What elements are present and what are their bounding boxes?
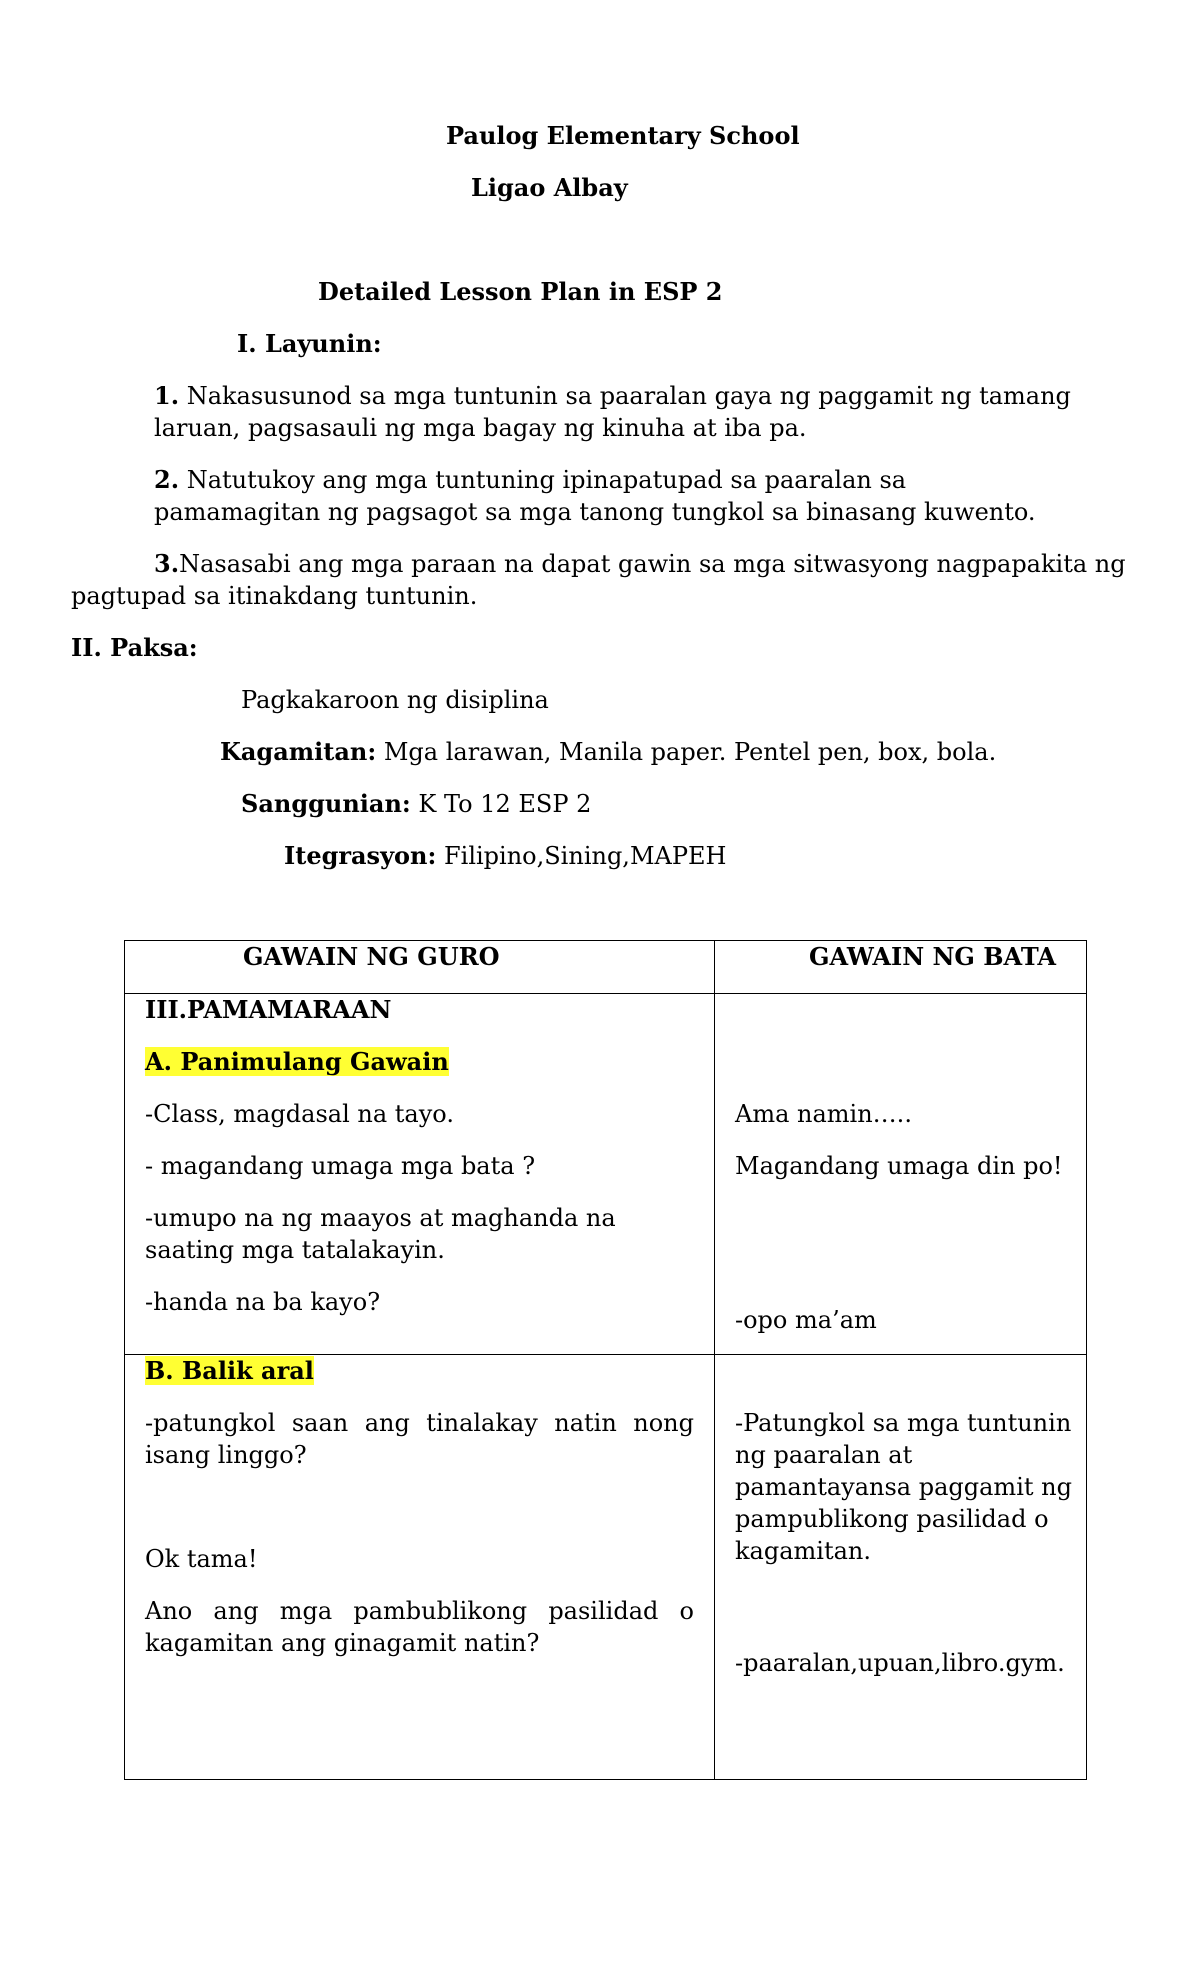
teacher-line: Ok tama! (145, 1545, 258, 1573)
teacher-line: - magandang umaga mga bata ? (145, 1152, 536, 1180)
lesson-table (124, 940, 1087, 1780)
objective-2 (154, 464, 1074, 528)
objective-1-text: Nakasusunod sa mga tuntunin sa paaralan gaya ng paggamit ng tamang laruan, pagsasauli ng mga bagay ng kinuha at iba pa. (154, 382, 1071, 442)
objective-1-number: 1. (154, 381, 180, 410)
objective-3-text-line2: pagtupad sa itinakdang tuntunin. (71, 582, 478, 610)
objective-3-text-line1: Nasasabi ang mga paraan na dapat gawin sa mga sitwasyong nagpapakita ng (179, 550, 1126, 578)
objective-2-text: Natutukoy ang mga tuntuning ipinapatupad sa paaralan sa pamamagitan ng pagsagot sa mga tanong tungkol sa binasang kuwento. (154, 466, 1036, 526)
reference-label: Sanggunian: (241, 789, 411, 818)
materials-value: Mga larawan, Manila paper. Pentel pen, box, bola. (383, 738, 997, 766)
objective-2-number: 2. (154, 465, 180, 494)
integration-label: Itegrasyon: (284, 841, 437, 870)
teacher-line: Ano ang mga pambublikong pasilidad o kagamitan ang ginagamit natin? (145, 1597, 694, 1657)
integration-row (284, 840, 726, 872)
part-b-label: B. Balik aral (145, 1356, 314, 1385)
table-row-part-a (125, 994, 1087, 1355)
objective-1 (154, 380, 1074, 444)
teacher-line: -handa na ba kayo? (145, 1288, 381, 1316)
student-line: Magandang umaga din po! (735, 1152, 1063, 1180)
teacher-cell-part-b (125, 1355, 715, 1780)
topic-heading: II. Paksa: (71, 633, 198, 662)
part-a-label: A. Panimulang Gawain (145, 1047, 449, 1076)
topic-subject: Pagkakaroon ng disiplina (241, 686, 549, 714)
integration-value: Filipino,Sining,MAPEH (443, 842, 727, 870)
teacher-line: -umupo na ng maayos at maghanda na saating mga tatalakayin. (145, 1204, 616, 1264)
column-header-student: GAWAIN NG BATA (715, 941, 1087, 994)
table-row-part-b (125, 1355, 1087, 1780)
document-title: Detailed Lesson Plan in ESP 2 (318, 277, 723, 306)
student-cell-part-b (715, 1355, 1087, 1780)
objective-3 (154, 548, 1126, 580)
student-line: Ama namin….. (735, 1100, 912, 1128)
table-header-row (125, 941, 1087, 994)
column-header-teacher: GAWAIN NG GURO (125, 941, 715, 994)
school-name: Paulog Elementary School (446, 121, 800, 150)
teacher-line: -patungkol saan ang tinalakay natin nong isang linggo? (145, 1409, 694, 1469)
teacher-line: -Class, magdasal na tayo. (145, 1100, 454, 1128)
student-line: -opo ma’am (735, 1306, 877, 1334)
reference-row (241, 788, 591, 820)
materials-row (220, 736, 996, 768)
objectives-heading: I. Layunin: (237, 329, 382, 358)
student-line: -Patungkol sa mga tuntunin ng paaralan at pamantayansa paggamit ng pampublikong pasilidad o kagamitan. (735, 1409, 1072, 1565)
student-line: -paaralan,upuan,libro.gym. (735, 1649, 1065, 1677)
school-location: Ligao Albay (471, 173, 628, 202)
student-cell-part-a (715, 994, 1087, 1355)
section-heading: III.PAMAMARAAN (145, 995, 392, 1024)
materials-label: Kagamitan: (220, 737, 377, 766)
teacher-cell-part-a (125, 994, 715, 1355)
objective-3-number: 3. (154, 549, 180, 578)
reference-value: K To 12 ESP 2 (418, 790, 592, 818)
